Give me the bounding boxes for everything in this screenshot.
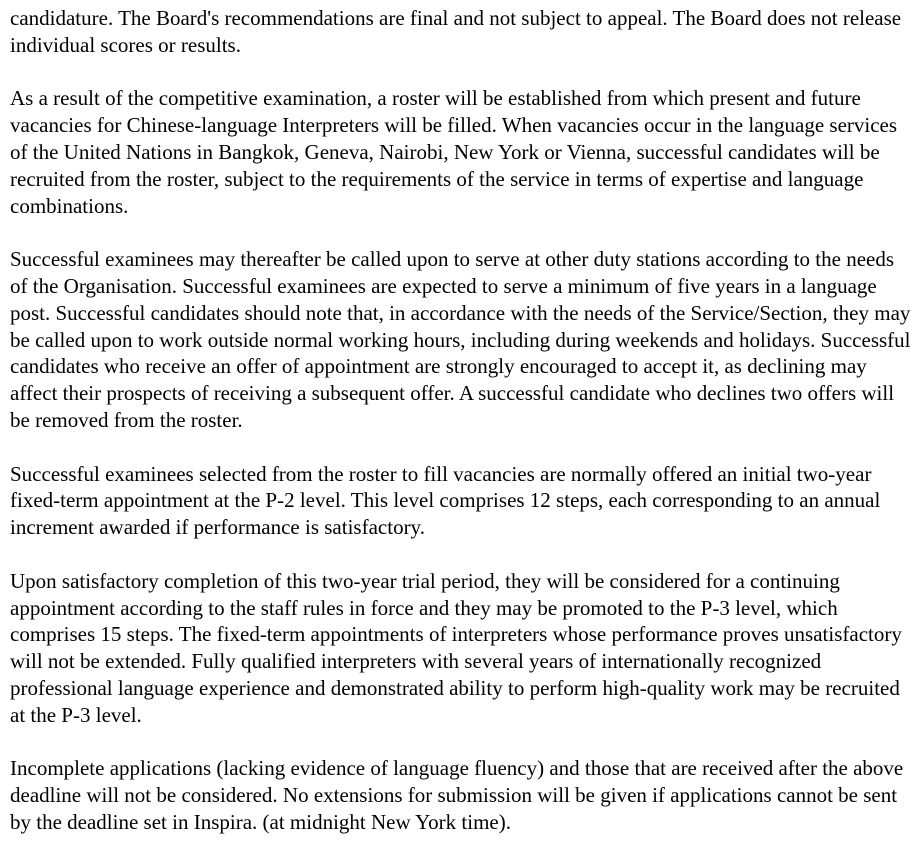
paragraph-roster: As a result of the competitive examination, a roster will be established from which present and future vacancies for Chinese-language Interpreters will be filled. When vacancies occur in the language services of the United Nations in Bangkok, Geneva, Nairobi, New York or Vienna, successful candidates will be recruited from the roster, subject to the requirements of the service in terms of expertise and language combinations. — [10, 86, 898, 218]
paragraph-initial-appointment: Successful examinees selected from the roster to fill vacancies are normally offered an initial two-year fixed-term appointment at the P-2 level. This level comprises 12 steps, each corresponding to an annual increment awarded if performance is satisfactory. — [10, 461, 881, 540]
paragraph-trial-period: Upon satisfactory completion of this two-year trial period, they will be considered for a continuing appointment according to the staff rules in force and they may be promoted to the P-3 level, which comprises 15 steps. The fixed-term appointments of interpreters whose performance proves unsatisfactory will not be extended. Fully qualified interpreters with several years of internationally recognized professional language experience and demonstrated ability to perform high-quality work may be recruited at the P-3 level. — [10, 568, 902, 727]
paragraph-board-recommendations: candidature. The Board's recommendations are final and not subject to appeal. The Board does not release individual scores or results. — [10, 6, 902, 57]
paragraph-duty-stations: Successful examinees may thereafter be called upon to serve at other duty stations according to the needs of the Organisation. Successful examinees are expected to serve a minimum of five years in a language post. Successful candidates should note that, in accordance with the needs of the Service/Section, they may be called upon to work outside normal working hours, including during weekends and holidays. Successful candidates who receive an offer of appointment are strongly encouraged to accept it, as declining may affect their prospects of receiving a subsequent offer. A successful candidate who declines two offers will be removed from the roster. — [10, 247, 911, 432]
paragraph-incomplete-applications: Incomplete applications (lacking evidence of language fluency) and those that are received after the above deadline will not be considered. No extensions for submission will be given if applications cannot be sent by the deadline set in Inspira. (at midnight New York time). — [10, 756, 904, 834]
